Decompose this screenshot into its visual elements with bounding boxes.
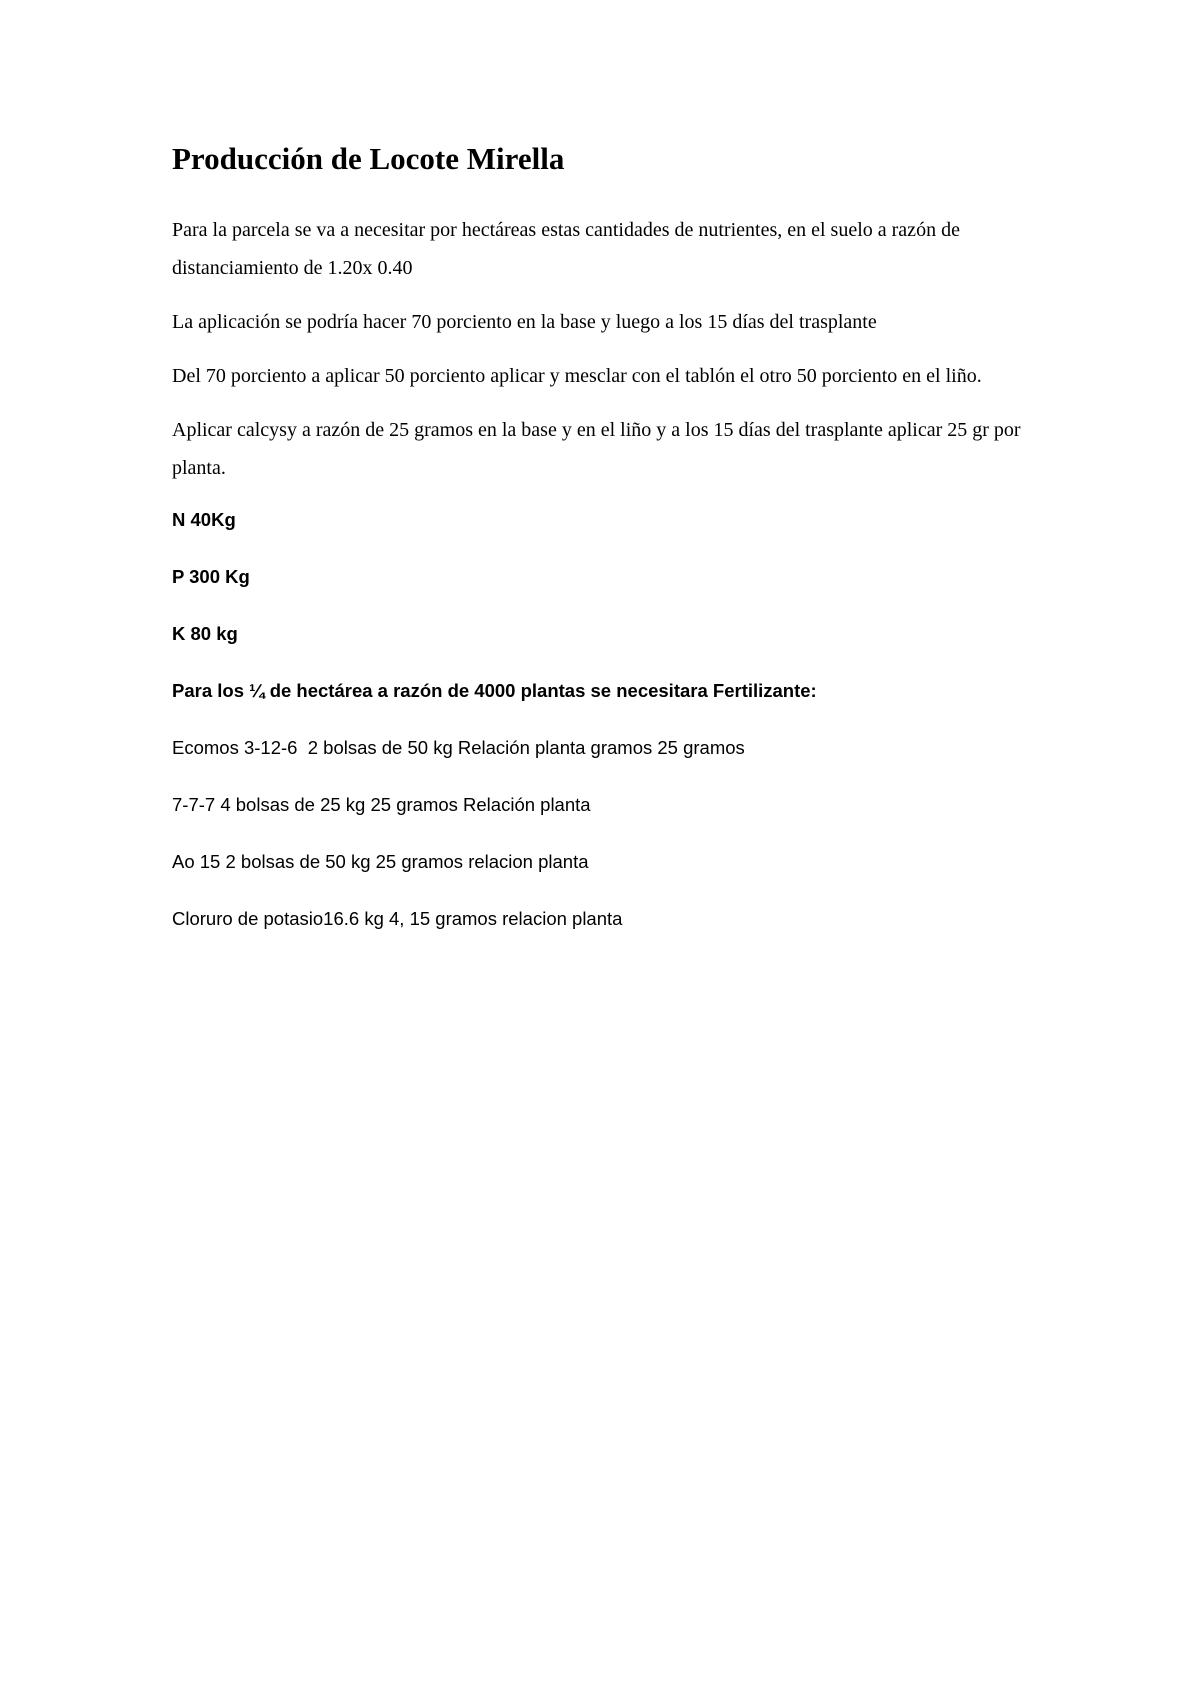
fertilizer-heading: Para los ¼ de hectárea a razón de 4000 plantas se necesitara Fertilizante: <box>172 680 817 702</box>
nutrient-n: N 40Kg <box>172 509 236 531</box>
paragraph-calcysy: Aplicar calcysy a razón de 25 gramos en la base y en el liño y a los 15 días del trasplante aplicar 25 gr por planta. <box>172 419 1021 480</box>
fertilizer-line-ao15: Ao 15 2 bolsas de 50 kg 25 gramos relacion planta <box>172 851 589 873</box>
paragraph-aplicacion: La aplicación se podría hacer 70 porciento en la base y luego a los 15 días del trasplante <box>172 311 877 334</box>
paragraph-parcela: Para la parcela se va a necesitar por hectáreas estas cantidades de nutrientes, en el suelo a razón de distanciamiento de 1.20x 0.40 <box>172 219 960 280</box>
fertilizer-line-cloruro: Cloruro de potasio16.6 kg 4, 15 gramos relacion planta <box>172 908 623 930</box>
paragraph-del-70: Del 70 porciento a aplicar 50 porciento aplicar y mesclar con el tablón el otro 50 porciento en el liño. <box>172 365 982 388</box>
fertilizer-line-ecomos: Ecomos 3-12-6 2 bolsas de 50 kg Relación planta gramos 25 gramos <box>172 737 745 759</box>
document-title: Producción de Locote Mirella <box>172 141 565 176</box>
document-page <box>172 140 1052 963</box>
nutrient-p: P 300 Kg <box>172 566 250 588</box>
nutrient-k: K 80 kg <box>172 623 238 645</box>
fertilizer-line-777: 7-7-7 4 bolsas de 25 kg 25 gramos Relación planta <box>172 794 591 816</box>
